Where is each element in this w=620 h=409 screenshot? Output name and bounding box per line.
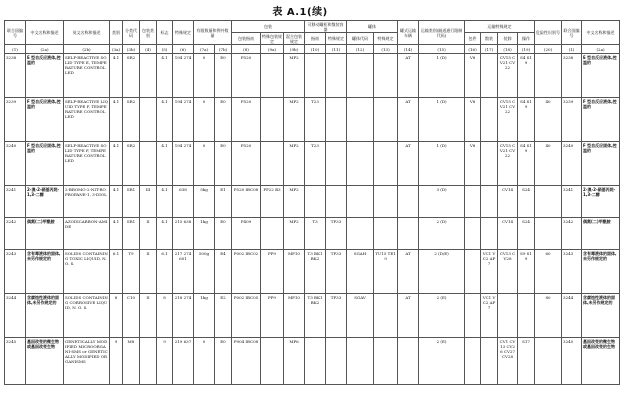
column-number: (3a) xyxy=(110,45,123,54)
cell-tank-special xyxy=(374,54,398,98)
cell-labels: 4.1 xyxy=(157,54,173,98)
column-number: (10) xyxy=(305,45,326,54)
cell-class-code: T9 xyxy=(123,250,140,294)
header-en-name: 英文名称和描述 xyxy=(64,21,110,45)
column-number: (1) xyxy=(562,45,582,54)
cell-labels: 4.1 xyxy=(157,218,173,250)
cell-tank-special xyxy=(374,294,398,338)
table-row xyxy=(5,338,620,385)
cell-ts-operation: S4 S19 xyxy=(518,98,535,142)
cell-labels: 4.1 xyxy=(157,142,173,186)
header-tank: 罐体 xyxy=(347,21,398,33)
cell-cn-name-right: 2-溴-2-硝基丙烷-1,3-二醇 xyxy=(582,186,620,218)
cell-ts-operation xyxy=(518,294,535,338)
cell-vehicle: AT xyxy=(398,142,419,186)
header-portable-tank: 可移动罐柜和散装容器 xyxy=(305,21,347,33)
column-number: (1) xyxy=(5,45,26,54)
cell-ts-load: CV15 CV21 CV22 xyxy=(498,54,518,98)
cell-class: 4.1 xyxy=(110,142,123,186)
cell-class-code: SR2 xyxy=(123,98,140,142)
cell-un-no-right: 3243 xyxy=(562,250,582,294)
cell-tank-code: SGAH xyxy=(347,250,374,294)
header-vehicle: 罐式运输车辆 xyxy=(398,21,419,45)
column-number: (13) xyxy=(374,45,398,54)
cell-special-provisions: 215 638 xyxy=(173,218,194,250)
cell-en-name: SELF-REACTIVE SOLID TYPE E, TEMPERATURE CONTROLLED xyxy=(64,54,110,98)
column-number: (7a) xyxy=(194,45,215,54)
cell-transport-cat: 2 (E) xyxy=(419,338,465,385)
cell-limited-qty: 1kg xyxy=(194,218,215,250)
cell-limited-qty: 0 xyxy=(194,142,215,186)
cell-mixed-packing: MP2 xyxy=(284,218,305,250)
cell-hazard-id: 80 xyxy=(535,294,562,338)
cell-un-no-right: 3241 xyxy=(562,186,582,218)
cell-labels: 9 xyxy=(157,338,173,385)
cell-transport-cat: 1 (D) xyxy=(419,142,465,186)
cell-ts-load: CV15 CV21 CV22 xyxy=(498,142,518,186)
cell-en-name: 2-BROMO-2-NIT-ROPROPANE-1, 3-DIOL xyxy=(64,186,110,218)
cell-pt-instr: T23 xyxy=(305,142,326,186)
cell-pt-special: TP33 xyxy=(326,294,347,338)
cell-pt-instr xyxy=(305,338,326,385)
cell-cn-name-right: 基因改变的微生物或基因改变的生物 xyxy=(582,338,620,385)
cell-un-no-right: 3238 xyxy=(562,54,582,98)
cell-mixed-packing: MP2 xyxy=(284,186,305,218)
cell-hazard-id: 40 xyxy=(535,98,562,142)
cell-en-name: SOLIDS CONTAINING TOXIC LIQUID, N. O. S. xyxy=(64,250,110,294)
cell-transport-cat: 1 (D) xyxy=(419,54,465,98)
cell-class-code: SR1 xyxy=(123,186,140,218)
cell-mixed-packing: MP10 xyxy=(284,294,305,338)
cell-ts-load: CV14 xyxy=(498,218,518,250)
cell-labels: 4.1 xyxy=(157,186,173,218)
cell-packing-special xyxy=(261,338,284,385)
cell-ts-operation: S24 xyxy=(518,186,535,218)
cell-class-code: SR2 xyxy=(123,142,140,186)
cell-vehicle xyxy=(398,186,419,218)
table-row xyxy=(5,218,620,250)
header-ts-load: 装卸 xyxy=(498,33,518,45)
header-transport-cat: 运输类别(隧道通行限制代码) xyxy=(419,21,465,45)
cell-excepted-qty: E0 xyxy=(215,218,232,250)
cell-tank-code xyxy=(347,218,374,250)
table-row xyxy=(5,250,620,294)
header-transport-special: 运输特殊规定 xyxy=(465,21,535,33)
column-number: (6) xyxy=(173,45,194,54)
cell-ts-operation: S9 S19 xyxy=(518,250,535,294)
cell-packing-instr: P520 xyxy=(232,54,261,98)
column-number: (7b) xyxy=(215,45,232,54)
cell-mixed-packing: MP2 xyxy=(284,142,305,186)
cell-special-provisions: 194 274 xyxy=(173,54,194,98)
cell-mixed-packing: MP2 xyxy=(284,54,305,98)
cell-packing-group: III xyxy=(140,186,157,218)
cell-hazard-id xyxy=(535,338,562,385)
cell-cn-name-right: 含有毒液体的固体,未另作规定的 xyxy=(582,250,620,294)
cell-un-no: 3244 xyxy=(5,294,26,338)
cell-un-no: 3245 xyxy=(5,338,26,385)
column-number: (18) xyxy=(498,45,518,54)
cell-vehicle xyxy=(398,338,419,385)
header-ts-package: 包件 xyxy=(465,33,481,45)
cell-packing-special xyxy=(261,142,284,186)
cell-vehicle: AT xyxy=(398,294,419,338)
cell-tank-special xyxy=(374,338,398,385)
cell-ts-operation: S17 xyxy=(518,338,535,385)
header-class: 类别 xyxy=(110,21,123,45)
cell-labels: 6.1 xyxy=(157,250,173,294)
table-row xyxy=(5,186,620,218)
cell-ts-bulk xyxy=(481,218,498,250)
cell-mixed-packing: MP6 xyxy=(284,338,305,385)
table-row xyxy=(5,98,620,142)
column-number: (20) xyxy=(535,45,562,54)
column-number: (12) xyxy=(347,45,374,54)
column-number: (2a) xyxy=(26,45,64,54)
cell-transport-cat: 1 (D) xyxy=(419,98,465,142)
cell-un-no: 3240 xyxy=(5,142,26,186)
header-class-code: 分类代码 xyxy=(123,21,140,45)
cell-en-name: SOLIDS CONTAINING CORROSIVE LIQUID, N. O. S. xyxy=(64,294,110,338)
column-number: (17) xyxy=(481,45,498,54)
cell-tank-special xyxy=(374,218,398,250)
cell-en-name: AZODICARBON-AMIDE xyxy=(64,218,110,250)
header-un-no-right: 联合国编号 xyxy=(562,21,582,45)
cell-cn-name: F 型自反应液体,控温的 xyxy=(26,98,64,142)
cell-class: 4.1 xyxy=(110,54,123,98)
cell-cn-name-right: 含腐蚀性液体的固体,未另作规定的 xyxy=(582,294,620,338)
cell-ts-load: CV14 xyxy=(498,186,518,218)
cell-cn-name-right: 偶氮(二)甲酰胺 xyxy=(582,218,620,250)
cell-class-code: SR2 xyxy=(123,54,140,98)
cell-excepted-qty: E0 xyxy=(215,54,232,98)
cell-tank-code: SGAV xyxy=(347,294,374,338)
cell-pt-special xyxy=(326,98,347,142)
cell-packing-group xyxy=(140,98,157,142)
cell-packing-group: II xyxy=(140,250,157,294)
cell-un-no: 3239 xyxy=(5,98,26,142)
cell-pt-special xyxy=(326,186,347,218)
cell-tank-special xyxy=(374,142,398,186)
cell-ts-bulk xyxy=(481,338,498,385)
header-special-provisions: 特殊规定 xyxy=(173,21,194,45)
cell-packing-instr: P904 IBC08 xyxy=(232,338,261,385)
cell-tank-code xyxy=(347,98,374,142)
cell-cn-name: F 型自反应固体,控温的 xyxy=(26,142,64,186)
cell-mixed-packing: MP2 xyxy=(284,98,305,142)
cell-tank-code xyxy=(347,186,374,218)
cell-packing-group xyxy=(140,338,157,385)
cell-pt-instr xyxy=(305,186,326,218)
header-hazard-id: 危险性识别号 xyxy=(535,21,562,45)
cell-special-provisions: 217 274 601 xyxy=(173,250,194,294)
cell-packing-special xyxy=(261,54,284,98)
cell-tank-special xyxy=(374,98,398,142)
column-number: (9a) xyxy=(261,45,284,54)
cell-un-no: 3243 xyxy=(5,250,26,294)
header-ts-bulk: 散装 xyxy=(481,33,498,45)
cell-class: 4.1 xyxy=(110,186,123,218)
cell-ts-bulk xyxy=(481,142,498,186)
cell-un-no: 3242 xyxy=(5,218,26,250)
cell-en-name: SELF-REACTIVE SOLID TYPE F, TEMPERATURE CONTROLLED xyxy=(64,142,110,186)
cell-special-provisions: 194 274 xyxy=(173,142,194,186)
cell-class: 6.1 xyxy=(110,250,123,294)
cell-excepted-qty: E0 xyxy=(215,98,232,142)
cell-pt-instr xyxy=(305,54,326,98)
cell-pt-instr: T3 BK1 BK2 xyxy=(305,250,326,294)
cell-tank-code xyxy=(347,142,374,186)
cell-class: 9 xyxy=(110,338,123,385)
cell-class-code: SR1 xyxy=(123,218,140,250)
cell-cn-name: 含有毒液体的固体,未另作规定的 xyxy=(26,250,64,294)
header-packing-group: 包装类别 xyxy=(140,21,157,45)
cell-ts-bulk xyxy=(481,54,498,98)
cell-ts-package xyxy=(465,338,481,385)
cell-pt-instr: T3 xyxy=(305,218,326,250)
table-title: 表 A.1(续) xyxy=(272,7,328,18)
cell-pt-special: TP33 xyxy=(326,218,347,250)
header-pt-special: 特殊规定 xyxy=(326,33,347,45)
cell-excepted-qty: E1 xyxy=(215,186,232,218)
cell-ts-package xyxy=(465,294,481,338)
cell-excepted-qty: E4 xyxy=(215,250,232,294)
cell-ts-package xyxy=(465,186,481,218)
cell-un-no-right: 3245 xyxy=(562,338,582,385)
cell-ts-operation: S4 S19 xyxy=(518,54,535,98)
column-number: (8) xyxy=(232,45,261,54)
cell-packing-group: II xyxy=(140,294,157,338)
cell-limited-qty: 5kg xyxy=(194,186,215,218)
column-number: (16) xyxy=(465,45,481,54)
cell-ts-operation: S24 xyxy=(518,218,535,250)
column-number: (15) xyxy=(419,45,465,54)
header-packing-special: 特殊包装规定 xyxy=(262,33,282,44)
cell-vehicle: AT xyxy=(398,54,419,98)
cell-packing-instr: P002 IBC05 xyxy=(232,294,261,338)
column-number: (3b) xyxy=(123,45,140,54)
cell-cn-name: 含腐蚀性液体的固体,未另作规定的 xyxy=(26,294,64,338)
cell-pt-special xyxy=(326,338,347,385)
cell-hazard-id: 40 xyxy=(535,142,562,186)
cell-packing-group xyxy=(140,54,157,98)
column-number: (9b) xyxy=(284,45,305,54)
cell-special-provisions: 219 637 xyxy=(173,338,194,385)
cell-tank-code xyxy=(347,338,374,385)
cell-cn-name: 偶氮(二)甲酰胺 xyxy=(26,218,64,250)
cell-hazard-id xyxy=(535,218,562,250)
cell-limited-qty: 0 xyxy=(194,54,215,98)
cell-packing-special: PP9 xyxy=(261,294,284,338)
cell-un-no: 3241 xyxy=(5,186,26,218)
header-tank-code: 罐体代码 xyxy=(347,33,374,45)
cell-packing-instr: P002 IBC02 xyxy=(232,250,261,294)
cell-excepted-qty: E0 xyxy=(215,338,232,385)
cell-tank-special: TU15 TE19 xyxy=(374,250,398,294)
column-number: (2a) xyxy=(582,45,620,54)
header-ts-operation: 操作 xyxy=(518,33,535,45)
cell-packing-special: PP9 xyxy=(261,250,284,294)
cell-vehicle: AT xyxy=(398,98,419,142)
header-labels: 标志 xyxy=(157,21,173,45)
cell-limited-qty: 500g xyxy=(194,250,215,294)
table-row xyxy=(5,142,620,186)
cell-packing-instr: P520 IBC08 xyxy=(232,186,261,218)
column-number: (2b) xyxy=(64,45,110,54)
cell-excepted-qty: E0 xyxy=(215,142,232,186)
header-packing-instr: 包装指南 xyxy=(232,33,261,45)
header-tank-special: 特殊规定 xyxy=(374,33,398,45)
cell-vehicle: AT xyxy=(398,250,419,294)
header-limited-excepted: 有限数量和例外数量 xyxy=(194,21,232,45)
dangerous-goods-table xyxy=(4,20,620,385)
cell-pt-instr: T3 BK1 BK2 xyxy=(305,294,326,338)
cell-ts-load: CV13 CV28 xyxy=(498,250,518,294)
cell-limited-qty: 0 xyxy=(194,338,215,385)
cell-hazard-id: 60 xyxy=(535,250,562,294)
cell-packing-special: PP22 B3 xyxy=(261,186,284,218)
column-number: (11) xyxy=(326,45,347,54)
cell-special-provisions: 194 274 xyxy=(173,98,194,142)
header-un-no: 联合国编号 xyxy=(5,21,26,45)
cell-ts-load: CV15 CV21 CV22 xyxy=(498,98,518,142)
cell-ts-bulk xyxy=(481,98,498,142)
cell-special-provisions: 218 274 xyxy=(173,294,194,338)
table-row xyxy=(5,294,620,338)
cell-transport-cat: 2 (D) xyxy=(419,218,465,250)
cell-un-no-right: 3239 xyxy=(562,98,582,142)
cell-packing-group: II xyxy=(140,218,157,250)
cell-ts-bulk: VC1 VC2 AP7 xyxy=(481,250,498,294)
cell-mixed-packing: MP10 xyxy=(284,250,305,294)
cell-packing-instr: P520 xyxy=(232,98,261,142)
cell-tank-code xyxy=(347,54,374,98)
cell-class-code: M8 xyxy=(123,338,140,385)
cell-ts-package: V8 xyxy=(465,142,481,186)
column-number: (14) xyxy=(398,45,419,54)
cell-packing-group xyxy=(140,142,157,186)
cell-ts-operation: S4 S19 xyxy=(518,142,535,186)
cell-transport-cat: 2 (D/E) xyxy=(419,250,465,294)
cell-cn-name-right: F 型自反应液体,控温的 xyxy=(582,98,620,142)
cell-ts-package: V8 xyxy=(465,54,481,98)
cell-packing-instr: P520 xyxy=(232,142,261,186)
cell-special-provisions: 638 xyxy=(173,186,194,218)
cell-transport-cat: 3 (D) xyxy=(419,186,465,218)
cell-packing-special xyxy=(261,98,284,142)
cell-ts-package xyxy=(465,218,481,250)
cell-ts-bulk xyxy=(481,186,498,218)
cell-labels: 8 xyxy=(157,294,173,338)
cell-transport-cat: 2 (E) xyxy=(419,294,465,338)
cell-un-no-right: 3242 xyxy=(562,218,582,250)
header-cn-name: 中文名称和描述 xyxy=(26,21,64,45)
header-mixed-packing: 混合包装规定 xyxy=(284,33,305,45)
cell-un-no: 3238 xyxy=(5,54,26,98)
cell-hazard-id xyxy=(535,54,562,98)
header-cn-name-right: 中文名称和描述 xyxy=(582,21,620,45)
cell-class: 8 xyxy=(110,294,123,338)
column-number: (5) xyxy=(157,45,173,54)
cell-en-name: GENETICALLY MODIFIED MICROORGANI-SMS or GENETICALLY MODIFIED ORGANISMS xyxy=(64,338,110,385)
cell-hazard-id xyxy=(535,186,562,218)
cell-pt-special xyxy=(326,54,347,98)
cell-cn-name-right: E 型自反应液体,控温的 xyxy=(582,54,620,98)
cell-cn-name-right: F 型自反应固体,控温的 xyxy=(582,142,620,186)
cell-cn-name: E 型自反应液体,控温的 xyxy=(26,54,64,98)
cell-labels: 4.1 xyxy=(157,98,173,142)
cell-class: 4.1 xyxy=(110,98,123,142)
cell-packing-instr: P409 xyxy=(232,218,261,250)
cell-en-name: SELF-REACTIVE LIQUID TYPE F, TEMPERATURE CONTROLLED xyxy=(64,98,110,142)
cell-un-no-right: 3240 xyxy=(562,142,582,186)
cell-pt-special: TP33 xyxy=(326,250,347,294)
column-number: (4) xyxy=(140,45,157,54)
cell-pt-instr: T23 xyxy=(305,98,326,142)
cell-class: 4.1 xyxy=(110,218,123,250)
cell-tank-special xyxy=(374,186,398,218)
column-number: (19) xyxy=(518,45,535,54)
cell-excepted-qty: E2 xyxy=(215,294,232,338)
cell-pt-special xyxy=(326,142,347,186)
cell-limited-qty: 0 xyxy=(194,98,215,142)
cell-ts-package xyxy=(465,250,481,294)
cell-ts-load xyxy=(498,294,518,338)
header-packing: 包装 xyxy=(232,21,305,33)
cell-vehicle xyxy=(398,218,419,250)
cell-ts-package: V8 xyxy=(465,98,481,142)
cell-ts-load: CV1 CV13 CV26 CV27 CV28 xyxy=(498,338,518,385)
cell-cn-name: 2-溴-2-硝基丙烷-1,3-二醇 xyxy=(26,186,64,218)
table-row xyxy=(5,54,620,98)
cell-packing-special xyxy=(261,218,284,250)
header-pt-instr: 指南 xyxy=(305,33,326,45)
cell-un-no-right: 3244 xyxy=(562,294,582,338)
cell-ts-bulk: VC1 VC2 AP7 xyxy=(481,294,498,338)
cell-cn-name: 基因改变的微生物或基因改变生物 xyxy=(26,338,64,385)
cell-limited-qty: 1kg xyxy=(194,294,215,338)
cell-class-code: C10 xyxy=(123,294,140,338)
